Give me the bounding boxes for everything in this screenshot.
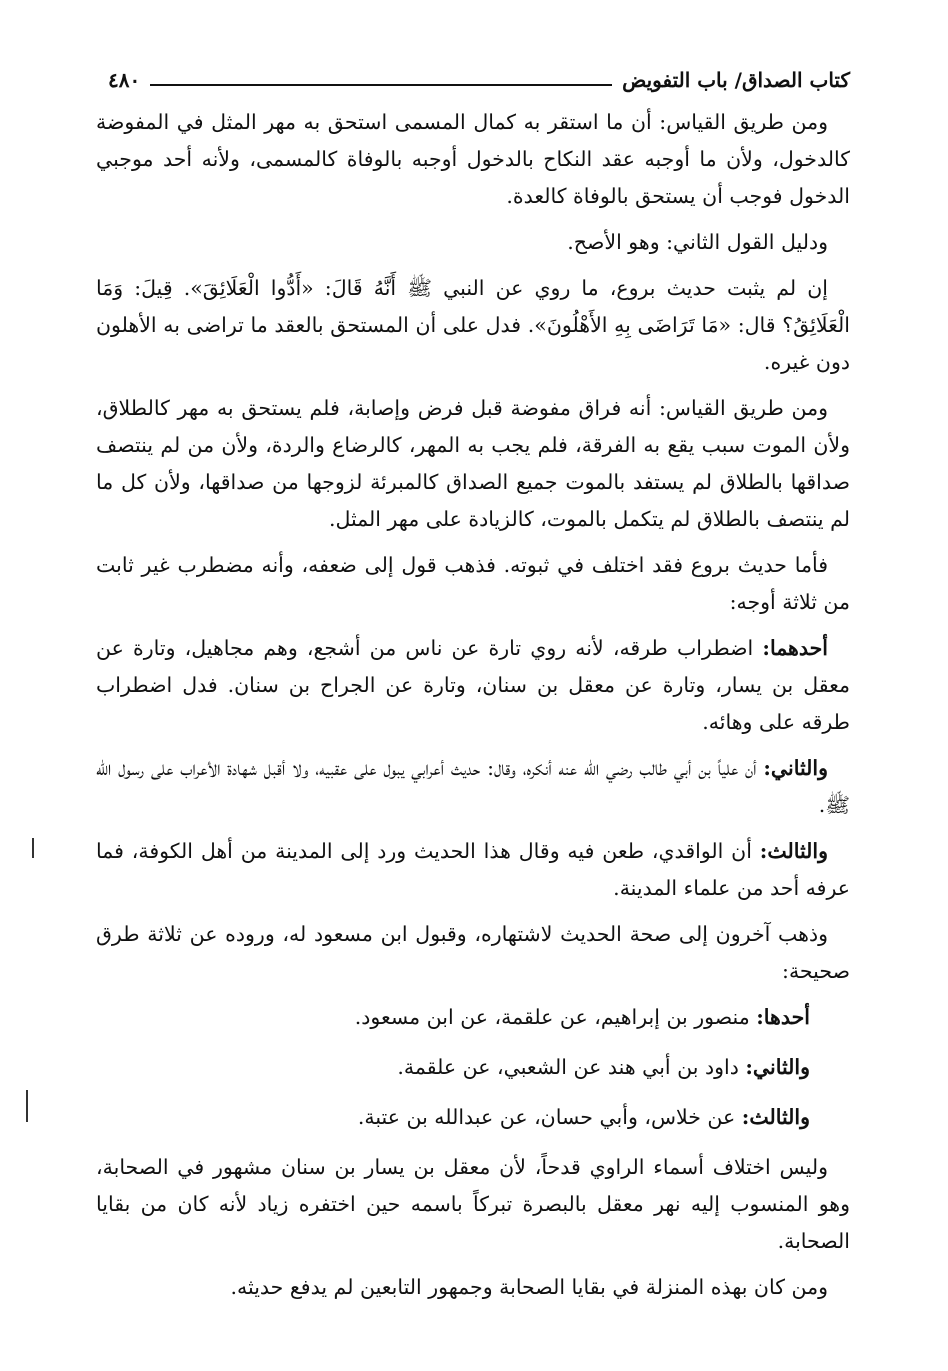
paragraph-lead: والثاني: [745, 1055, 810, 1079]
scan-mark [32, 838, 34, 858]
paragraph-text: اضطراب طرقه، لأنه روي تارة عن ناس من أشجع، وهم مجاهيل، وتارة عن معقل بن يسار، وتارة عن معقل بن سنان، وتارة عن الجراح بن سنان. فدل اضطراب طرقه على وهائه. [96, 636, 850, 734]
paragraph [96, 1269, 850, 1306]
list-item [96, 1099, 850, 1136]
paragraph-text: داود بن أبي هند عن الشعبي، عن علقمة. [397, 1055, 746, 1079]
paragraph-lead: والثالث: [741, 1105, 810, 1129]
paragraph [96, 270, 850, 381]
header-rule [150, 84, 612, 86]
paragraph-text: عن خلاس، وأبي حسان، عن عبدالله بن عتبة. [357, 1105, 742, 1129]
paragraph-text: ومن كان بهذه المنزلة في بقايا الصحابة وجمهور التابعين لم يدفع حديثه. [230, 1275, 828, 1299]
paragraph-lead: والثاني: [763, 756, 828, 780]
paragraph [96, 750, 850, 824]
paragraph-text: أن علياً بن أبي طالب رضي الله عنه أنكره، وقال: حديث أعرابي يبول على عقبيه، ولا أقبل شهادة الأعراب على رسول الله ﷺ. [96, 756, 850, 817]
list-item [96, 1049, 850, 1086]
paragraph-lead: أحدهما: [762, 636, 828, 660]
page-number: ٤٨٠ [108, 68, 141, 92]
paragraph-text: إن لم يثبت حديث بروع، ما روي عن النبي ﷺ أَنَّهُ قَالَ: «أَدُّوا الْعَلَائِقَ». قِيلَ: وَمَا الْعَلَائِقُ؟ قال: «مَا تَرَاضَى بِهِ الأَهْلُونَ». فدل على أن المستحق بالعقد ما تراضى به الأهلون دون غيره. [96, 276, 850, 374]
paragraph [96, 390, 850, 538]
paragraph [96, 630, 850, 741]
paragraph-text: منصور بن إبراهيم، عن علقمة، عن ابن مسعود. [354, 1005, 757, 1029]
paragraph [96, 224, 850, 261]
paragraph [96, 1149, 850, 1260]
main-text [96, 104, 850, 1315]
paragraph [96, 547, 850, 621]
paragraph-text: وليس اختلاف أسماء الراوي قدحاً، لأن معقل بن يسار بن سنان مشهور في الصحابة، وهو المنسوب إليه نهر معقل بالبصرة تبركاً باسمه حين اختفره زياد لأنه كان من بقايا الصحابة. [96, 1155, 850, 1253]
paragraph-text: ومن طريق القياس: أن ما استقر به كمال المسمى استحق به مهر المثل في المفوضة كالدخول، ولأن ما أوجبه عقد النكاح بالدخول أوجبه بالوفاة كالمسمى، ولأنه أحد موجبي الدخول فوجب أن يستحق بالوفاة كالعدة. [96, 110, 850, 208]
paragraph-text: فأما حديث بروع فقد اختلف في ثبوته. فذهب قول إلى ضعفه، وأنه مضطرب غير ثابت من ثلاثة أوجه: [96, 553, 850, 614]
paragraph-text: ودليل القول الثاني: وهو الأصح. [567, 230, 828, 254]
paragraph-lead: والثالث: [759, 839, 828, 863]
paragraph-lead: أحدها: [756, 1005, 810, 1029]
paragraph-text: أن الواقدي، طعن فيه وقال هذا الحديث ورد إلى المدينة من أهل الكوفة، فما عرفه أحد من علماء المدينة. [96, 839, 850, 900]
paragraph [96, 833, 850, 907]
chapter-title: كتاب الصداق/ باب التفويض [622, 68, 850, 92]
list-item [96, 999, 850, 1036]
paragraph [96, 916, 850, 990]
paragraph-text: ومن طريق القياس: أنه فراق مفوضة قبل فرض وإصابة، فلم يستحق به مهر كالطلاق، ولأن الموت سبب يقع به الفرقة، فلم يجب به المهر، كالرضاع والردة، ولأن من لم ينتصف صداقها بالطلاق لم يستفد بالموت جميع الصداق كالمبرئة لزوجها من صداقها، ولأن كل ما لم ينتصف بالطلاق لم يتكمل بالموت، كالزيادة على مهر المثل. [96, 396, 850, 531]
running-header [100, 58, 850, 92]
scan-mark [26, 1090, 28, 1122]
paragraph-text: وذهب آخرون إلى صحة الحديث لاشتهاره، وقبول ابن مسعود له، وروده عن ثلاثة طرق صحيحة: [96, 922, 850, 983]
paragraph [96, 104, 850, 215]
